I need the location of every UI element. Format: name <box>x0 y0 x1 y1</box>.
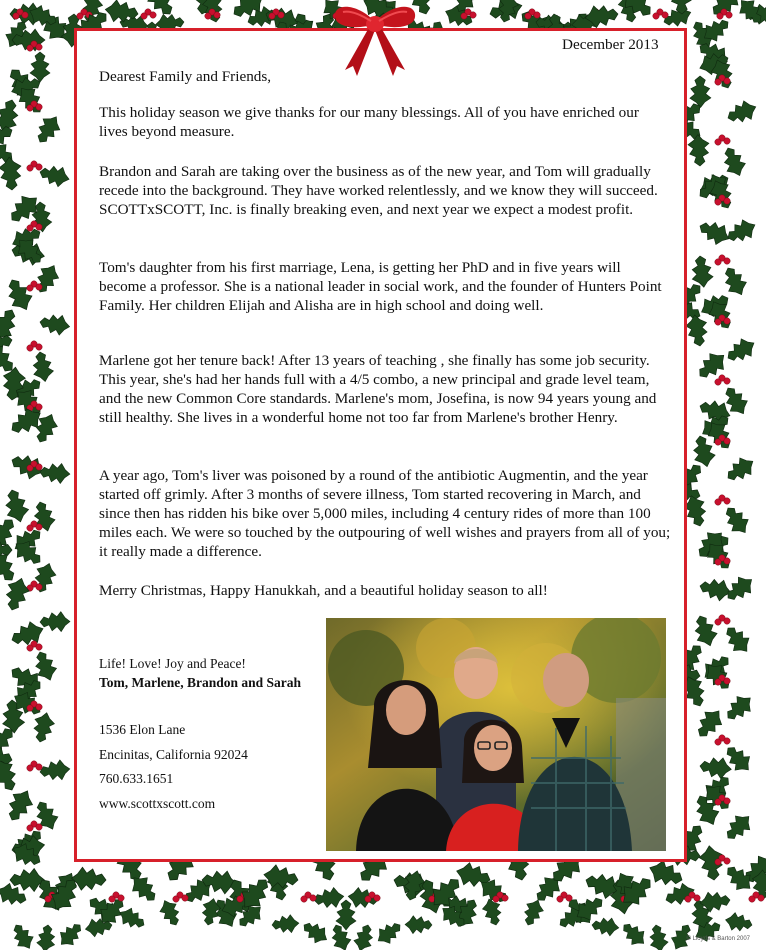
paragraph-lena: Tom's daughter from his first marriage, Lena, is getting her PhD and in five years will become a professor. She is a national leader in social work, and the founder of Hunters Point Family. Her children Elijah and Alisha are in high school and doing well. <box>99 259 662 314</box>
family-photo <box>326 618 666 851</box>
address-city: Encinitas, California 92024 <box>99 746 248 762</box>
paragraph-blessings: This holiday season we give thanks for our many blessings. All of you have enriched our lives beyond measure. <box>99 104 639 140</box>
copyright-notice: © Lloyds & Barton 2007 <box>686 936 750 942</box>
ribbon-bow-icon <box>315 0 435 80</box>
salutation: Dearest Family and Friends, <box>99 68 272 85</box>
address-street: 1536 Elon Lane <box>99 722 186 737</box>
address-phone: 760.633.1651 <box>99 771 174 786</box>
closing-block <box>99 654 301 692</box>
paragraph-tom: A year ago, Tom's liver was poisoned by a round of the antibiotic Augmentin, and the year started off grimly. After 3 months of severe illness, Tom started recovering in March, and since then has ridden his bike over 5,000 miles, including 4 century rides of more than 100 miles each. We were so touched by the outpouring of well wishes and prayers from all of you; it really made a difference. <box>99 467 671 560</box>
signature: Tom, Marlene, Brandon and Sarah <box>99 675 302 690</box>
letter-date: December 2013 <box>562 36 659 53</box>
address-website[interactable]: www.scottxscott.com <box>99 795 216 811</box>
address-block <box>99 718 248 816</box>
paragraph-business: Brandon and Sarah are taking over the business as of the new year, and Tom will gradually recede into the background. They have worked relentlessly, and we know they will succeed. SCOTTxSCOTT, Inc. is finally breaking even, and next year we expect a modest profit. <box>99 163 658 218</box>
closing-line: Life! Love! Joy and Peace! <box>99 656 246 671</box>
paragraph-greeting: Merry Christmas, Happy Hanukkah, and a beautiful holiday season to all! <box>99 582 548 599</box>
paragraph-marlene: Marlene got her tenure back! After 13 years of teaching , she finally has some job security. This year, she's had her hands full with a 4/5 combo, a new principal and grade level team, and the new Common Core standards. Marlene's mom, Josefina, is now 94 years young and still healthy. She lives in a wonderful home not too far from Marlene's brother Henry. <box>99 352 657 426</box>
family-photo-icon <box>326 618 666 851</box>
